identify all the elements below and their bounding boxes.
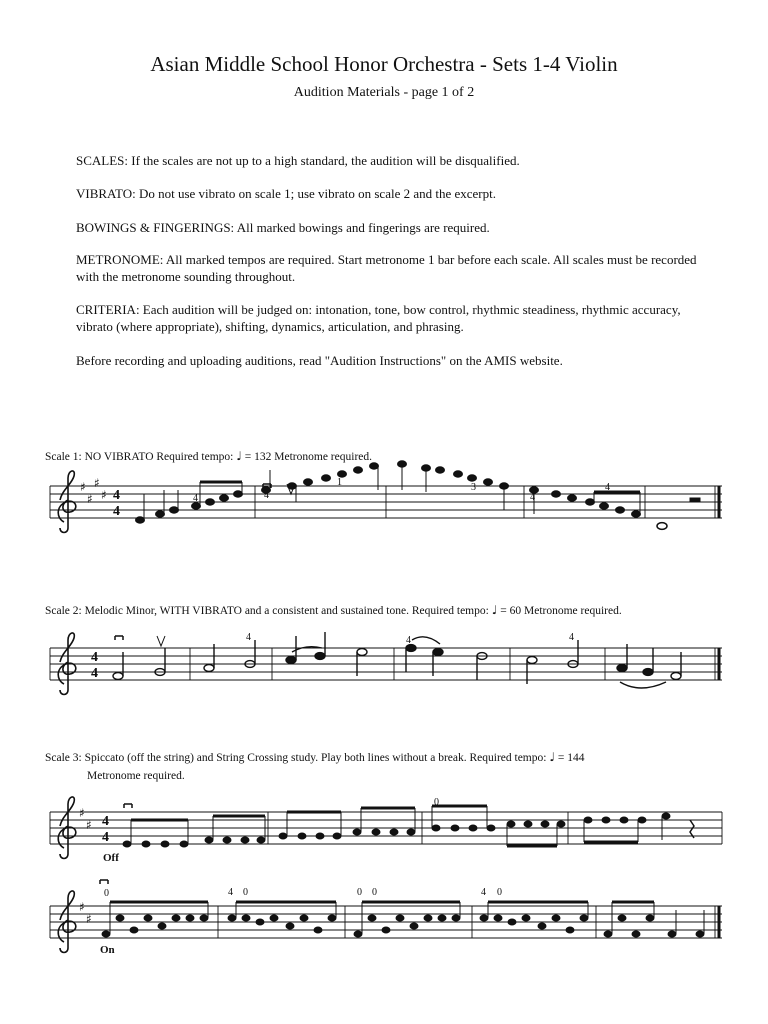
svg-text:♯: ♯ <box>101 488 107 502</box>
scale2-caption-tail: Metronome required. <box>521 605 622 617</box>
scale1-caption-text: Scale 1: NO VIBRATO Required tempo: <box>45 451 237 463</box>
key-signature-sharps <box>80 476 107 506</box>
quarter-note-icon: ♩ <box>236 449 242 463</box>
down-bow-icon <box>124 804 132 808</box>
scale2-time-top: 4 <box>91 650 98 665</box>
scale2-fingering-3: 4 <box>569 632 574 643</box>
svg-text:♯: ♯ <box>87 492 93 506</box>
scale1-time-bottom: 4 <box>113 504 120 519</box>
svg-text:♯: ♯ <box>86 912 92 926</box>
instruction-scales: SCALES: If the scales are not up to a high standard, the audition will be disqualified. <box>76 153 520 168</box>
scale1-fingering-6: 4 <box>605 482 610 493</box>
scale1-staff <box>50 461 722 533</box>
scale1-fingering-1: 4 <box>193 493 198 504</box>
scale1-fingering-4: 3 <box>471 482 476 493</box>
scale3-staff-1 <box>50 797 722 859</box>
scale2-caption-text: Scale 2: Melodic Minor, WITH VIBRATO and a consistent and sustained tone. Required tempo: <box>45 605 492 617</box>
scale3-line2-fingering-1: 0 <box>104 888 109 899</box>
page-subtitle: Audition Materials - page 1 of 2 <box>293 85 475 100</box>
scale3-line2-fingering-5: 0 <box>372 887 377 898</box>
scale1-tempo: = 132 <box>244 451 272 463</box>
scale1-caption-tail: Metronome required. <box>271 451 372 463</box>
instruction-criteria: CRITERIA: Each audition will be judged on: intonation, tone, bow control, rhythmic steadiness, rhythmic accuracy, vibrato (where appropriate), shifting, dynamics, articulation, and phrasing. <box>76 302 681 334</box>
scale3-staff-2 <box>50 880 722 953</box>
quarter-note-icon: ♩ <box>491 603 498 617</box>
scale1-fingering-5: 4 <box>530 492 535 503</box>
instruction-bowings: BOWINGS & FINGERINGS: All marked bowings and fingerings are required. <box>76 220 490 235</box>
down-bow-icon <box>100 880 108 884</box>
scale2-fingering-2: 4 <box>406 635 411 646</box>
quarter-note-icon: ♩ <box>549 750 555 764</box>
spiccato-off-label: Off <box>103 852 119 864</box>
scale3-line2-fingering-6: 4 <box>481 887 486 898</box>
scale1-notes <box>136 461 701 530</box>
scale3-line2-fingering-3: 0 <box>243 887 248 898</box>
scale3-line1-fingering: 0 <box>434 797 439 808</box>
scale3-time-top: 4 <box>102 814 109 829</box>
scale2-fingering-1: 4 <box>246 632 251 643</box>
scale2-staff <box>50 632 722 695</box>
page-title: Asian Middle School Honor Orchestra - Sets 1-4 Violin <box>150 52 618 76</box>
svg-text:♯: ♯ <box>80 480 86 494</box>
svg-text:♯: ♯ <box>79 806 85 820</box>
svg-text:♯: ♯ <box>94 476 100 490</box>
scale3-line2-fingering-4: 0 <box>357 887 362 898</box>
svg-text:♯: ♯ <box>79 900 85 914</box>
svg-text:♯: ♯ <box>86 818 92 832</box>
instruction-metronome: METRONOME: All marked tempos are required. Start metronome 1 bar before each scale. All scales must be recorded with the metronome sounding throughout. <box>76 252 697 284</box>
instruction-vibrato: VIBRATO: Do not use vibrato on scale 1; use vibrato on scale 2 and the excerpt. <box>76 186 496 201</box>
instruction-website: Before recording and uploading auditions, read "Audition Instructions" on the AMIS website. <box>76 353 563 368</box>
down-bow-icon <box>115 636 123 640</box>
spiccato-on-label: On <box>100 944 115 956</box>
scale3-line2-fingering-7: 0 <box>497 887 502 898</box>
scale3-tempo: = 144 <box>557 752 585 764</box>
scale1-time-top: 4 <box>113 488 120 503</box>
up-bow-icon <box>157 636 165 646</box>
scale3-caption-line2: Metronome required. <box>87 770 185 782</box>
scale1-fingering-3: 1 <box>337 477 342 488</box>
scale3-caption-text: Scale 3: Spiccato (off the string) and String Crossing study. Play both lines without a break. Required tempo: <box>45 752 550 764</box>
scale3-time-bottom: 4 <box>102 830 109 845</box>
scale1-fingering-2: 4 <box>264 490 269 501</box>
scale2-tempo: = 60 <box>500 605 522 617</box>
scale3-line2-fingering-2: 4 <box>228 887 233 898</box>
scale2-time-bottom: 4 <box>91 666 98 681</box>
scale3-notes-line2 <box>102 902 704 937</box>
